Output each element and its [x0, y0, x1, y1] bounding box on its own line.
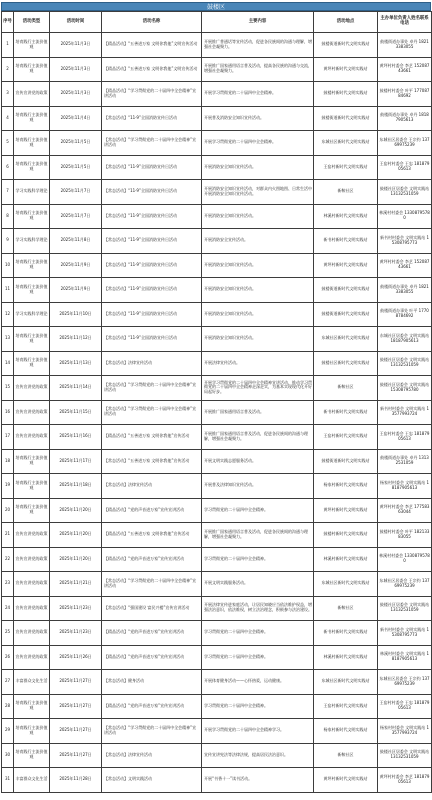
- cell-location: 新书村新时代文明实践站: [314, 400, 378, 425]
- table-row: [2, 180, 432, 205]
- cell-content: 开展消防安全知识宣传活动。: [202, 327, 314, 352]
- cell-type: 培育践行主流价值观: [14, 57, 50, 82]
- cell-name: 【常态活动】“11·9”全国消防宣传日活动: [102, 106, 202, 131]
- cell-organizer: 黄坪村村委会 李艺 15208743661: [378, 253, 432, 278]
- cell-organizer: 鼓楼村村委会 叶平 17708784692: [378, 82, 432, 107]
- table-row: [2, 449, 432, 474]
- header-location: 活动地点: [314, 12, 378, 33]
- table-row: [2, 694, 432, 719]
- cell-content: 宣传宣讲宪法等法律法规，提高居民法治意识。: [202, 743, 314, 768]
- cell-organizer: 鼓楼街道办事处 卓丹 18187905613: [378, 106, 432, 131]
- cell-name: 【常态活动】文明实践活动: [102, 768, 202, 793]
- header-type: 活动类型: [14, 12, 50, 33]
- header-content: 主要内容: [202, 12, 314, 33]
- cell-index: 24: [2, 596, 14, 621]
- cell-time: 2025年11月15日: [50, 400, 102, 425]
- cell-time: 2025年11月27日: [50, 670, 102, 695]
- cell-index: 7: [2, 180, 14, 205]
- cell-time: 2025年11月4日: [50, 106, 102, 131]
- cell-type: 培育践行主流价值观: [14, 449, 50, 474]
- cell-location: 黄坪村新时代文明实践站: [314, 498, 378, 523]
- cell-type: 培育践行主流价值观: [14, 278, 50, 303]
- table-row: [2, 204, 432, 229]
- cell-index: 25: [2, 621, 14, 646]
- cell-content: 开展文明实践服务活动。: [202, 572, 314, 597]
- cell-name: 【精品活动】“党的声音进万家”宣传宣讲活动: [102, 498, 202, 523]
- cell-organizer: 林溪村村委会 13308795780: [378, 204, 432, 229]
- cell-location: 黄坪村新时代文明实践站: [314, 253, 378, 278]
- cell-content: 开展推广普通话等宣传活动，促进各民族间的沟通与理解，增强社会凝聚力。: [202, 33, 314, 58]
- table-row: [2, 621, 432, 646]
- cell-index: 8: [2, 204, 14, 229]
- cell-index: 1: [2, 33, 14, 58]
- cell-content: 学习贯彻党的二十届四中全会精神。: [202, 645, 314, 670]
- cell-location: 王窑村新时代文明实践站: [314, 425, 378, 450]
- cell-location: 新鞍社区: [314, 743, 378, 768]
- cell-name: 【常态活动】法律宣传活动: [102, 351, 202, 376]
- cell-location: 鼓楼街道新时代文明实践站: [314, 106, 378, 131]
- cell-index: 12: [2, 302, 14, 327]
- cell-location: 杨家村新时代文明实践站: [314, 719, 378, 744]
- table-row: [2, 547, 432, 572]
- table-row: [2, 302, 432, 327]
- cell-name: 【常态活动】“五善进万家 文明你我他”宣传活动: [102, 449, 202, 474]
- cell-organizer: 鼓楼社区居委会 文明实践站 15308795780: [378, 376, 432, 401]
- cell-organizer: 鼓楼街道办事处 叶平 17708784692: [378, 302, 432, 327]
- cell-organizer: 新书村村委会 文明实践站 15308795773: [378, 229, 432, 254]
- cell-organizer: 黄坪村村委会 李艺 17758363044: [378, 498, 432, 523]
- cell-time: 2025年11月20日: [50, 498, 102, 523]
- table-row: [2, 596, 432, 621]
- cell-time: 2025年11月21日: [50, 572, 102, 597]
- table-row: [2, 498, 432, 523]
- table-title: 鼓楼区: [1, 2, 431, 11]
- cell-organizer: 东城社区居委会 王宗钧 13769975239: [378, 670, 432, 695]
- cell-content: 开展文明实践志愿服务活动。: [202, 449, 314, 474]
- cell-content: 开展消防安全知识宣传活动。: [202, 204, 314, 229]
- cell-location: 鼓楼街道新时代文明实践站: [314, 302, 378, 327]
- cell-organizer: 杨家村村委会 文明实践站 13577993724: [378, 719, 432, 744]
- cell-content: 开展推广国家通用语言普及活动。: [202, 400, 314, 425]
- table-row: [2, 33, 432, 58]
- cell-index: 16: [2, 400, 14, 425]
- cell-index: 5: [2, 131, 14, 156]
- cell-name: 【常态活动】“11·9”全国消防宣传日活动: [102, 180, 202, 205]
- cell-organizer: 王窑村村委会 王忠 18187905613: [378, 155, 432, 180]
- cell-type: 培育践行主流价值观: [14, 327, 50, 352]
- cell-time: 2025年11月12日: [50, 327, 102, 352]
- cell-organizer: 新书村村委会 文明实践站 15308795773: [378, 621, 432, 646]
- cell-type: 培育践行主流价值观: [14, 253, 50, 278]
- cell-type: 丰富群众文化生活: [14, 768, 50, 793]
- cell-type: 宣传宣讲党的政策: [14, 523, 50, 548]
- cell-type: 培育践行主流价值观: [14, 351, 50, 376]
- cell-location: 杨家村新时代文明实践站: [314, 474, 378, 499]
- table-row: [2, 719, 432, 744]
- cell-organizer: 林溪村村委会 13308795780: [378, 547, 432, 572]
- cell-time: 2025年11月3日: [50, 33, 102, 58]
- table-row: [2, 474, 432, 499]
- header-organizer: 主办单位负责人姓名联系电话: [378, 12, 432, 33]
- table-row: [2, 376, 432, 401]
- cell-index: 13: [2, 327, 14, 352]
- cell-content: 学习贯彻党的二十届四中全会精神。: [202, 498, 314, 523]
- cell-index: 6: [2, 155, 14, 180]
- cell-index: 3: [2, 82, 14, 107]
- cell-name: 【精品活动】“学习贯彻党的二十届四中全会精神”宣讲活动: [102, 82, 202, 107]
- cell-location: 新鞍社区: [314, 376, 378, 401]
- cell-name: 【常态活动】“学习贯彻党的二十届四中全会精神”宣讲活动: [102, 131, 202, 156]
- table-row: [2, 131, 432, 156]
- cell-location: 鼓楼街道新时代文明实践站: [314, 449, 378, 474]
- cell-organizer: 鼓楼社区居委会 文明实践站 13132531059: [378, 596, 432, 621]
- cell-location: 黄坪村新时代文明实践站: [314, 57, 378, 82]
- cell-time: 2025年11月27日: [50, 694, 102, 719]
- cell-content: 学习贯彻党的二十届四中全会精神。: [202, 694, 314, 719]
- cell-time: 2025年11月10日: [50, 302, 102, 327]
- cell-name: 【精品活动】“五善进万家 文明你我他”文明宣传活动: [102, 33, 202, 58]
- cell-location: 黄坪村新时代文明实践站: [314, 768, 378, 793]
- cell-organizer: 鼓楼社区居委会 文明实践站 13132531059: [378, 180, 432, 205]
- cell-type: 培育践行主流价值观: [14, 106, 50, 131]
- cell-content: 开展体育健身活动——心怀热爱，运动健康。: [202, 670, 314, 695]
- cell-index: 23: [2, 572, 14, 597]
- cell-name: 【常态活动】“强国建设 富民兴楼”宣传宣讲活动: [102, 596, 202, 621]
- cell-index: 21: [2, 523, 14, 548]
- cell-content: 开展法律宣传活动。: [202, 351, 314, 376]
- cell-type: 培育践行主流价值观: [14, 694, 50, 719]
- table-row: [2, 523, 432, 548]
- table-row: [2, 82, 432, 107]
- cell-name: 【常态活动】“11·9”全国消防宣传日活动: [102, 229, 202, 254]
- cell-time: 2025年11月17日: [50, 449, 102, 474]
- table-row: [2, 229, 432, 254]
- cell-content: 开展学习贯彻党的二十届四中全会精神学习。: [202, 719, 314, 744]
- cell-name: 【常态活动】“学习贯彻党的二十届四中全会精神”宣讲活动: [102, 376, 202, 401]
- cell-type: 培育践行主流价值观: [14, 498, 50, 523]
- cell-time: 2025年11月16日: [50, 425, 102, 450]
- cell-location: 新鞍社区: [314, 180, 378, 205]
- cell-location: 鼓楼村新时代文明实践站: [314, 523, 378, 548]
- cell-name: 【常态活动】“11·9”全国消防宣传日活动: [102, 155, 202, 180]
- cell-time: 2025年11月3日: [50, 57, 102, 82]
- cell-location: 林溪村新时代文明实践站: [314, 204, 378, 229]
- cell-time: 2025年11月23日: [50, 621, 102, 646]
- cell-index: 26: [2, 645, 14, 670]
- cell-name: 【常态活动】法律宣传活动: [102, 743, 202, 768]
- cell-name: 【常态活动】“学习贯彻党的二十届四中全会精神”宣讲活动: [102, 400, 202, 425]
- cell-name: 【常态活动】“学习贯彻党的二十届四中全会精神”宣讲活动: [102, 572, 202, 597]
- cell-index: 9: [2, 229, 14, 254]
- cell-type: 宣传宣讲党的政策: [14, 425, 50, 450]
- cell-type: 宣传宣讲党的政策: [14, 596, 50, 621]
- cell-type: 宣传宣讲党的政策: [14, 645, 50, 670]
- cell-name: 【常态活动】“学习贯彻党的二十届四中全会精神”宣讲活动: [102, 719, 202, 744]
- cell-time: 2025年11月14日: [50, 376, 102, 401]
- cell-location: 王窑村新时代文明实践站: [314, 155, 378, 180]
- table-row: [2, 278, 432, 303]
- cell-organizer: 黄坪村村委会 李艺 18187905613: [378, 768, 432, 793]
- cell-time: 2025年11月7日: [50, 180, 102, 205]
- cell-location: 林溪村新时代文明实践站: [314, 645, 378, 670]
- cell-index: 15: [2, 376, 14, 401]
- cell-name: 【常态活动】健身活动: [102, 670, 202, 695]
- header-index: 序号: [2, 12, 14, 33]
- cell-type: 培育践行主流价值观: [14, 743, 50, 768]
- cell-type: 培育践行主流价值观: [14, 131, 50, 156]
- table-row: [2, 425, 432, 450]
- cell-name: 【精品活动】“党的声音进万家”宣传宣讲活动: [102, 645, 202, 670]
- cell-type: 宣传宣讲党的政策: [14, 547, 50, 572]
- cell-index: 29: [2, 719, 14, 744]
- cell-content: 开展法律宣传进家庭活动，让居民知晓应当依法维护权益，增强法治意识，依法维权，树立法治理念，积极参与法治建设。: [202, 596, 314, 621]
- cell-content: 开展消防安全知识宣传活动。: [202, 155, 314, 180]
- cell-content: 开展推广国家通用语言普及活动，促进各民族间的沟通与理解，增强社会凝聚力。: [202, 523, 314, 548]
- cell-organizer: 黄坪村村委会 李艺 15208743661: [378, 57, 432, 82]
- cell-index: 27: [2, 670, 14, 695]
- cell-location: 鼓楼村新时代文明实践站: [314, 82, 378, 107]
- cell-type: 宣传宣讲党的政策: [14, 376, 50, 401]
- cell-name: 【常态活动】“11·9”全国消防宣传日活动: [102, 302, 202, 327]
- cell-content: 开展“书香十一”读书活动。: [202, 768, 314, 793]
- cell-content: 开展消防安全知识宣传活动。: [202, 253, 314, 278]
- cell-index: 17: [2, 425, 14, 450]
- cell-type: 培育践行主流价值观: [14, 204, 50, 229]
- cell-content: 开展消防安全知识宣传活动。: [202, 302, 314, 327]
- cell-organizer: 东城社区居委会 王宗钧 13769975239: [378, 572, 432, 597]
- cell-type: 学习实践科学理论: [14, 229, 50, 254]
- cell-type: 丰富群众文化生活: [14, 670, 50, 695]
- cell-content: 开展普及法律知识宣传活动。: [202, 474, 314, 499]
- cell-location: 东城社区新时代文明实践站: [314, 670, 378, 695]
- cell-location: 新书村新时代文明实践站: [314, 621, 378, 646]
- cell-type: 培育践行主流价值观: [14, 155, 50, 180]
- table-row: [2, 327, 432, 352]
- cell-organizer: 新书村村委会 文明实践站 13577993724: [378, 400, 432, 425]
- cell-index: 18: [2, 449, 14, 474]
- cell-location: 东城社区新时代文明实践站: [314, 572, 378, 597]
- table-row: [2, 572, 432, 597]
- cell-location: 鼓楼街道新时代文明实践站: [314, 33, 378, 58]
- cell-time: 2025年11月27日: [50, 743, 102, 768]
- cell-name: 【常态活动】“11·9”全国消防宣传日活动: [102, 327, 202, 352]
- cell-index: 10: [2, 253, 14, 278]
- cell-index: 31: [2, 768, 14, 793]
- table-row: [2, 57, 432, 82]
- cell-type: 培育践行主流价值观: [14, 474, 50, 499]
- cell-name: 【常态活动】“11·9”全国消防宣传日活动: [102, 204, 202, 229]
- header-time: 活动时间: [50, 12, 102, 33]
- cell-time: 2025年11月5日: [50, 131, 102, 156]
- cell-index: 14: [2, 351, 14, 376]
- cell-organizer: 东城社区居委会 王宗钧 13769975239: [378, 131, 432, 156]
- cell-name: 【精品活动】“五善进万家 文明你我他”宣传活动: [102, 425, 202, 450]
- cell-type: 宣传宣讲党的政策: [14, 621, 50, 646]
- cell-name: 【精品活动】“党的声音进万家”宣传宣讲活动: [102, 694, 202, 719]
- cell-time: 2025年11月18日: [50, 474, 102, 499]
- cell-name: 【精品活动】“五善进万家 文明你我他”宣传活动: [102, 523, 202, 548]
- cell-location: 新鞍社区: [314, 596, 378, 621]
- cell-organizer: 东城社区居委会 文明实践站 18187905613: [378, 327, 432, 352]
- cell-content: 开展推广国家通用语言普及活动，提高各民族的沟通与交流，增强社会凝聚力。: [202, 57, 314, 82]
- table-row: [2, 743, 432, 768]
- cell-time: 2025年11月26日: [50, 645, 102, 670]
- cell-time: 2025年11月20日: [50, 523, 102, 548]
- cell-location: 东城社区新时代文明实践站: [314, 327, 378, 352]
- cell-content: 开展消防安全知识宣传活动。: [202, 278, 314, 303]
- cell-organizer: 鼓楼社区居委会 文明实践站 13132531059: [378, 351, 432, 376]
- cell-content: 学习贯彻党的二十届四中全会精神。: [202, 547, 314, 572]
- table-row: [2, 768, 432, 793]
- cell-type: 学习实践科学理论: [14, 180, 50, 205]
- cell-type: 宣传宣讲党的政策: [14, 82, 50, 107]
- cell-content: 开展学习贯彻党的二十届四中全会精神。: [202, 131, 314, 156]
- header-row: [2, 12, 432, 33]
- cell-index: 2: [2, 57, 14, 82]
- document-sheet: [1, 2, 431, 793]
- cell-type: 宣传宣讲党的政策: [14, 400, 50, 425]
- cell-index: 30: [2, 743, 14, 768]
- table-row: [2, 670, 432, 695]
- cell-organizer: 鼓楼街道办事处 卓丹 13132531059: [378, 449, 432, 474]
- cell-content: 开展普及消防安全知识宣传活动。: [202, 106, 314, 131]
- table-row: [2, 351, 432, 376]
- cell-time: 2025年11月28日: [50, 768, 102, 793]
- cell-content: 开展消防安全知识宣传活动，对群众内火图地图、日常生活中开展消防安全知识宣传活动。: [202, 180, 314, 205]
- table-row: [2, 253, 432, 278]
- cell-organizer: 杨家村村委会 文明实践站 18187905613: [378, 474, 432, 499]
- cell-organizer: 王窑村村委会 王忠 18187905613: [378, 694, 432, 719]
- cell-name: 【精品活动】“党的声音进万家”宣传宣讲活动: [102, 547, 202, 572]
- table-row: [2, 106, 432, 131]
- cell-time: 2025年11月5日: [50, 155, 102, 180]
- cell-type: 培育践行主流价值观: [14, 719, 50, 744]
- table-body: [2, 33, 432, 793]
- cell-content: 开展学习贯彻党的二十届四中全会精神宣讲活动，推动学习贯彻党的二十届四中全会精神走深走实，为基本实现现代化开好局起好步。: [202, 376, 314, 401]
- cell-index: 19: [2, 474, 14, 499]
- cell-time: 2025年11月9日: [50, 278, 102, 303]
- cell-organizer: 王窑村村委会 王忠 18187905613: [378, 425, 432, 450]
- cell-index: 20: [2, 498, 14, 523]
- cell-name: 【常态活动】“11·9”全国消防宣传日活动: [102, 253, 202, 278]
- cell-time: 2025年11月3日: [50, 82, 102, 107]
- cell-content: 开展学习贯彻党的二十届四中全会精神。: [202, 82, 314, 107]
- cell-index: 4: [2, 106, 14, 131]
- cell-index: 22: [2, 547, 14, 572]
- table-row: [2, 155, 432, 180]
- cell-organizer: 鼓楼街道办事处 卓丹 18213383055: [378, 278, 432, 303]
- cell-time: 2025年11月8日: [50, 229, 102, 254]
- cell-time: 2025年11月27日: [50, 719, 102, 744]
- cell-time: 2025年11月9日: [50, 253, 102, 278]
- cell-location: 王窑村新时代文明实践站: [314, 694, 378, 719]
- cell-index: 28: [2, 694, 14, 719]
- cell-name: 【常态活动】“11·9”全国消防宣传日活动: [102, 278, 202, 303]
- cell-name: 【精品活动】“五善进万家 文明你我他”文明宣传活动: [102, 57, 202, 82]
- cell-organizer: 鼓楼街道办事处 卓丹 18213383055: [378, 33, 432, 58]
- cell-location: 新书村新时代文明实践站: [314, 229, 378, 254]
- cell-name: 【常态活动】法律宣传活动: [102, 474, 202, 499]
- table-row: [2, 400, 432, 425]
- cell-location: 鼓楼街道新时代文明实践站: [314, 278, 378, 303]
- cell-name: 【精品活动】“党的声音进万家”宣传宣讲活动: [102, 621, 202, 646]
- cell-time: 2025年11月13日: [50, 351, 102, 376]
- cell-location: 林溪村新时代文明实践站: [314, 547, 378, 572]
- cell-location: 东城社区新时代文明实践站: [314, 131, 378, 156]
- cell-organizer: 鼓楼社区居委会 文明实践站 13132531059: [378, 743, 432, 768]
- cell-location: 鼓楼社区新时代文明实践站: [314, 351, 378, 376]
- cell-content: 开展推广国家通用语言普及活动，促进各民族间的沟通与理解，增强社会凝聚力。: [202, 425, 314, 450]
- cell-time: 2025年11月7日: [50, 204, 102, 229]
- cell-content: 开展消防安全宣传活动。: [202, 229, 314, 254]
- header-name: 活动名称: [102, 12, 202, 33]
- cell-organizer: 林溪村村委会 文明实践站 18187905613: [378, 645, 432, 670]
- cell-type: 宣传宣讲党的政策: [14, 572, 50, 597]
- cell-time: 2025年11月20日: [50, 547, 102, 572]
- activity-table: [1, 11, 432, 793]
- cell-time: 2025年11月23日: [50, 596, 102, 621]
- cell-type: 学习实践科学理论: [14, 302, 50, 327]
- table-row: [2, 645, 432, 670]
- cell-index: 11: [2, 278, 14, 303]
- cell-content: 学习贯彻党的二十届四中全会精神。: [202, 621, 314, 646]
- cell-organizer: 鼓楼村村委会 叶平 18213383055: [378, 523, 432, 548]
- cell-type: 培育践行主流价值观: [14, 33, 50, 58]
